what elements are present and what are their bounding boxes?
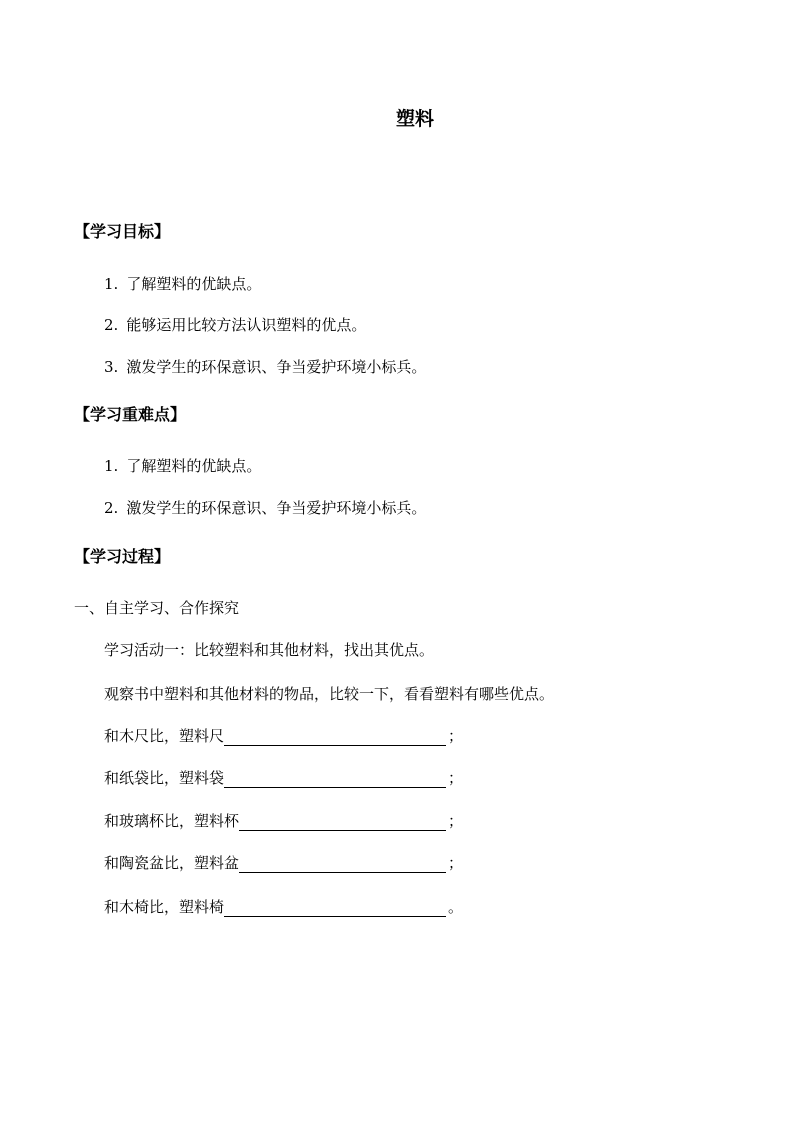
comparison-prompt: 和木椅比，塑料椅 <box>104 898 225 916</box>
comparison-end: ； <box>448 769 464 787</box>
page-title: 塑料 <box>395 108 434 130</box>
objectives-heading: 【学习目标】 <box>74 222 171 241</box>
comparison-prompt: 和木尺比，塑料尺 <box>104 727 225 745</box>
process-heading: 【学习过程】 <box>74 547 171 566</box>
objective-item <box>104 315 366 335</box>
objective-item <box>104 357 426 377</box>
comparison-prompt: 和陶瓷盆比，塑料盆 <box>104 854 240 872</box>
comparison-row <box>104 852 463 873</box>
comparison-end: ； <box>448 727 464 745</box>
comparison-prompt: 和纸袋比，塑料袋 <box>104 769 225 787</box>
comparison-end: 。 <box>448 898 464 916</box>
keypoint-text: 了解塑料的优缺点。 <box>126 457 262 475</box>
keypoint-number: 1. <box>104 457 119 475</box>
objective-number: 1. <box>104 275 119 293</box>
answer-blank[interactable] <box>224 729 446 746</box>
activity-text: 学习活动一：比较塑料和其他材料，找出其优点。 <box>104 641 435 659</box>
answer-blank[interactable] <box>239 814 446 831</box>
section-title: 一、自主学习、合作探究 <box>74 599 240 617</box>
objective-text: 了解塑料的优缺点。 <box>126 275 262 293</box>
keypoint-text: 激发学生的环保意识、争当爱护环境小标兵。 <box>126 499 427 517</box>
answer-blank[interactable] <box>224 771 446 788</box>
objective-number: 3. <box>104 358 119 376</box>
comparison-row <box>104 767 463 788</box>
keypoint-item <box>104 498 426 518</box>
objective-number: 2. <box>104 316 119 334</box>
keypoint-number: 2. <box>104 499 119 517</box>
comparison-end: ； <box>448 854 464 872</box>
answer-blank[interactable] <box>224 900 446 917</box>
comparison-row <box>104 810 463 831</box>
keypoints-heading: 【学习重难点】 <box>74 405 187 424</box>
instruction-text: 观察书中塑料和其他材料的物品，比较一下，看看塑料有哪些优点。 <box>104 685 555 703</box>
comparison-row <box>104 725 463 746</box>
comparison-row <box>104 896 463 917</box>
objective-text: 能够运用比较方法认识塑料的优点。 <box>126 316 367 334</box>
comparison-end: ； <box>448 812 464 830</box>
comparison-prompt: 和玻璃杯比，塑料杯 <box>104 812 240 830</box>
objective-text: 激发学生的环保意识、争当爱护环境小标兵。 <box>126 358 427 376</box>
objective-item <box>104 274 261 294</box>
answer-blank[interactable] <box>239 856 446 873</box>
keypoint-item <box>104 456 261 476</box>
